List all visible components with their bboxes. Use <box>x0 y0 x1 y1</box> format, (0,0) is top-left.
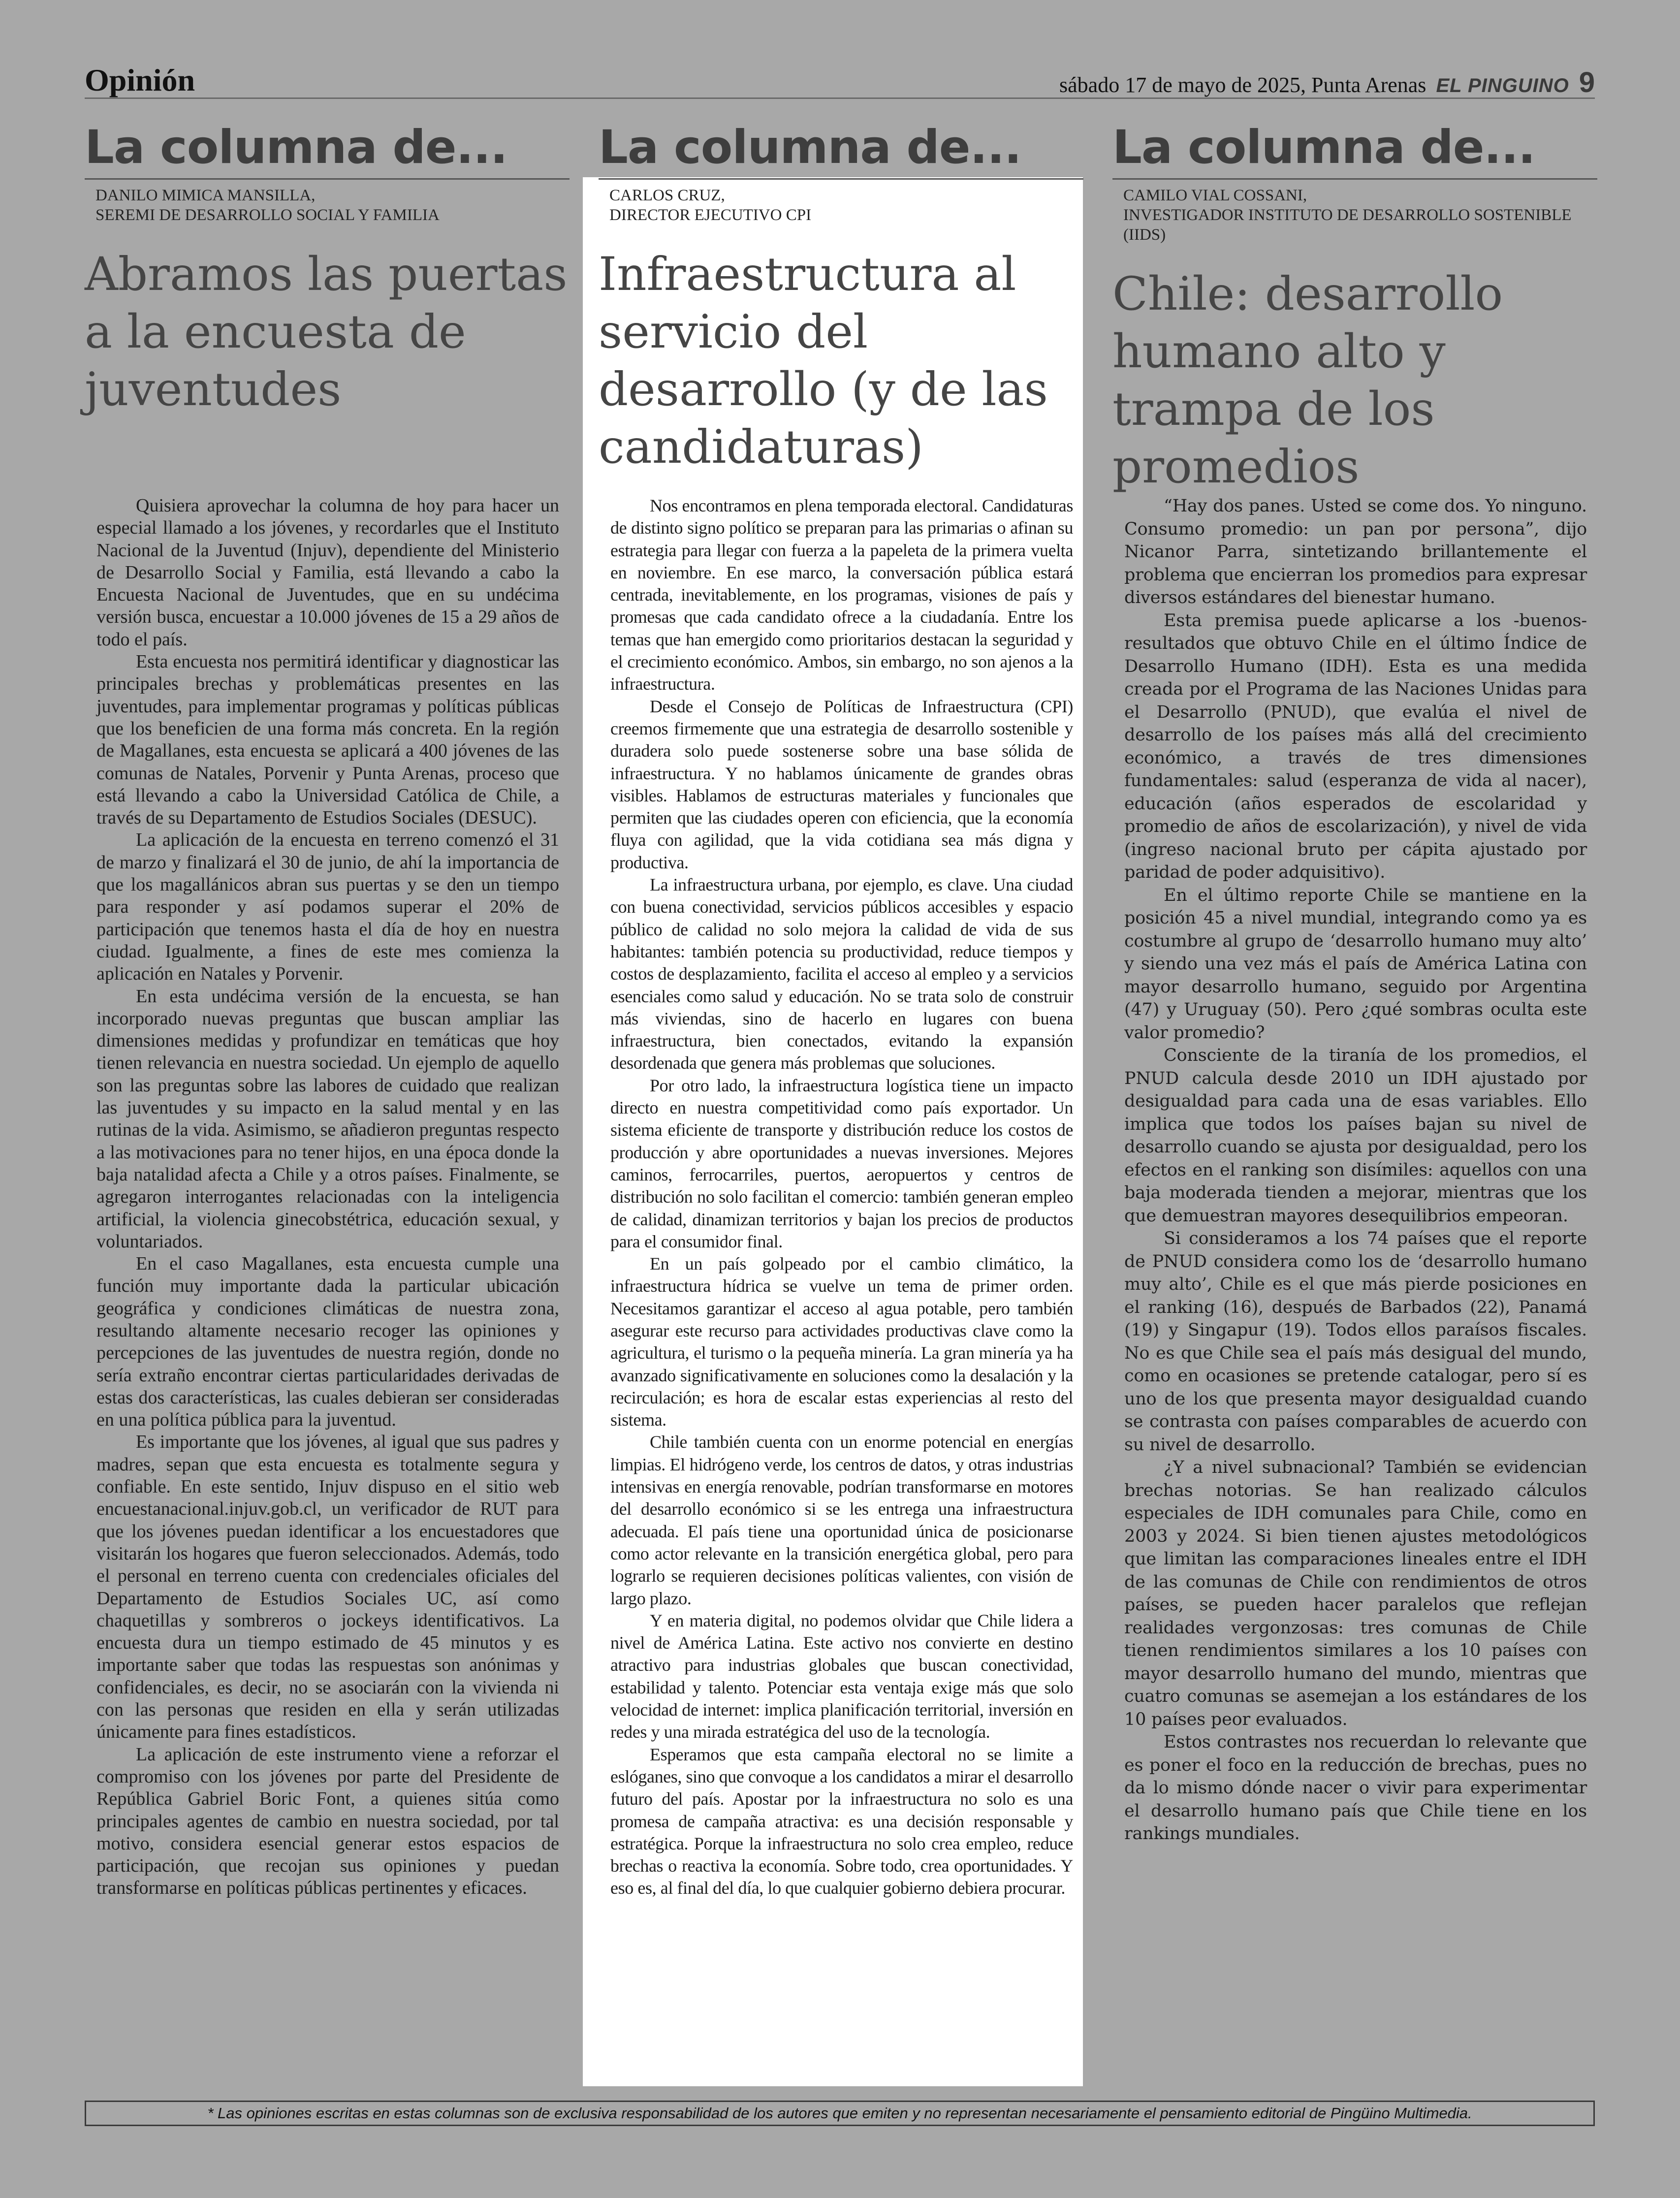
paragraph: Estos contrastes nos recuerdan lo relevante que es poner el foco en la reducción de brechas, pues no da lo mismo dónde nacer o vivir para experimentar el desarrollo humano país que Chile tiene en los rankings mundiales. <box>1124 1732 1587 1844</box>
column-heading: La columna de... <box>85 123 570 180</box>
section-name: Opinión <box>85 63 195 97</box>
article-body <box>96 495 559 1900</box>
paragraph: La aplicación de la encuesta en terreno comenzó el 31 de marzo y finalizará el 30 de junio, de ahí la importancia de que los magallánicos abran sus puertas y se den un tiempo para responder y así podamos superar el 20% de participación que tenemos hasta el día de hoy en nuestra ciudad. Igualmente, a fines de este mes comienza la aplicación en Natales y Porvenir. <box>96 829 559 985</box>
newspaper-logo: EL PINGUINO <box>1436 75 1569 96</box>
header-right <box>1059 66 1595 99</box>
paragraph: ¿Y a nivel subnacional? También se evidencian brechas notorias. Se han realizado cálculos especiales de IDH comunales para Chile, como en 2003 y 2024. Si bien tienen ajustes metodológicos que limitan las comparaciones lineales entre el IDH de las comunas de Chile con rendimientos de otros países, se pueden hacer paralelos que reflejan realidades vergonzosas: tres comunas de Chile tienen rendimientos similares a los 10 países con mayor desarrollo humano del mundo, mientras que cuatro comunas se asemejan a los estándares de los 10 países peor evaluados. <box>1124 1458 1587 1729</box>
author-name: DANILO MIMICA MANSILLA, <box>95 187 316 204</box>
disclaimer-footer: * Las opiniones escritas en estas columnas son de exclusiva responsabilidad de los autores que emiten y no representan necesariamente el pensamiento editorial de Pingüino Multimedia. <box>85 2101 1595 2126</box>
dateline: sábado 17 de mayo de 2025, Punta Arenas <box>1059 73 1426 97</box>
paragraph: Esta premisa puede aplicarse a los -buenos- resultados que obtuvo Chile en el último Índice de Desarrollo Humano (IDH). Esta es una medida creada por el Programa de las Naciones Unidas para el Desarrollo (PNUD), que evalúa el nivel de desarrollo de los países más allá del crecimiento económico, a través de tres dimensiones fundamentales: salud (esperanza de vida al nacer), educación (años esperados de escolaridad y promedio de años de escolarización), y nivel de vida (ingreso nacional bruto per cápita ajustado por paridad de poder adquisitivo). <box>1124 610 1587 882</box>
paragraph: En un país golpeado por el cambio climático, la infraestructura hídrica se vuelve un tema de primer orden. Necesitamos garantizar el acceso al agua potable, pero también asegurar este recurso para actividades productivas clave como la agricultura, el turismo o la pequeña minería. La gran minería ya ha avanzado significativamente en soluciones como la desalación y la recirculación; es hora de escalar estas experiencias al resto del sistema. <box>610 1254 1073 1430</box>
paragraph: Consciente de la tiranía de los promedios, el PNUD calcula desde 2010 un IDH ajustado por desigualdad para cada una de esas variables. Ello implica que todos los países bajan su nivel de desarrollo cuando se ajusta por desigualdad, pero los efectos en el ranking son disímiles: aquellos con una baja moderada tienden a mejorar, mientras que los que demuestran mayores desequilibrios empeoran. <box>1124 1046 1587 1226</box>
byline <box>609 186 1083 225</box>
article-body <box>610 495 1073 1900</box>
column-heading: La columna de... <box>1112 123 1597 180</box>
article-title: Abramos las puertas a la encuesta de juventudes <box>85 248 568 416</box>
author-role: INVESTIGADOR INSTITUTO DE DESARROLLO SOSTENIBLE (IIDS) <box>1123 206 1572 244</box>
article-title: Chile: desarrollo humano alto y trampa de los promedios <box>1112 267 1503 494</box>
paragraph: Esta encuesta nos permitirá identificar y diagnosticar las principales brechas y problemáticas presentes en las juventudes, para implementar programas y políticas públicas que los beneficien de una forma más concreta. En la región de Magallanes, esta encuesta se aplicará a 400 jóvenes de las comunas de Natales, Porvenir y Punta Arenas, proceso que está llevando a cabo la Universidad Católica de Chile, a través de su Departamento de Estudios Sociales (DESUC). <box>96 651 559 828</box>
page-header <box>85 59 1595 99</box>
paragraph: Quisiera aprovechar la columna de hoy para hacer un especial llamado a los jóvenes, y recordarles que el Instituto Nacional de la Juventud (Injuv), dependiente del Ministerio de Desarrollo Social y Familia, está llevando a cabo la Encuesta Nacional de Juventudes, que en su undécima versión busca, encuestar a 10.000 jóvenes de 15 a 29 años de todo el país. <box>96 495 559 650</box>
byline <box>1123 186 1597 245</box>
paragraph: Por otro lado, la infraestructura logística tiene un impacto directo en nuestra competitividad como país exportador. Un sistema eficiente de transporte y distribución reduce los costos de producción y abre oportunidades a nuevas inversiones. Mejores caminos, ferrocarriles, puertos, aeropuertos y centros de distribución no solo facilitan el comercio: también generan empleo de calidad, dinamizan territorios y bajan los precios de productos para el consumidor final. <box>610 1075 1073 1251</box>
author-name: CAMILO VIAL COSSANI, <box>1123 187 1307 204</box>
author-role: DIRECTOR EJECUTIVO CPI <box>609 206 812 224</box>
paragraph: En el caso Magallanes, esta encuesta cumple una función muy importante dada la particular ubicación geográfica y condiciones climáticas de nuestra zona, resultando altamente necesario recoger las opiniones y percepciones de las juventudes de nuestra región, donde no sería extraño encontrar ciertas particularidades derivadas de estas dos características, las cuales debieran ser consideradas en una política pública para la juventud. <box>96 1253 559 1431</box>
paragraph: Chile también cuenta con un enorme potencial en energías limpias. El hidrógeno verde, los centros de datos, y otras industrias intensivas en energía renovable, podrían transformarse en motores del desarrollo económico si se les entrega una infraestructura adecuada. El país tiene una oportunidad única de posicionarse como actor relevante en la transición energética global, pero para lograrlo se requieren decisiones políticas valientes, con visión de largo plazo. <box>610 1432 1073 1608</box>
paragraph: Nos encontramos en plena temporada electoral. Candidaturas de distinto signo político se preparan para las primarias o afinan su estrategia para llegar con fuerza a la papeleta de la primera vuelta en noviembre. En ese marco, la conversación pública estará centrada, inevitablemente, en los programas, visiones de país y promesas que cada candidato ofrece a la ciudadanía. Entre los temas que han emergido como prioritarios destacan la seguridad y el crecimiento económico. Ambos, sin embargo, no son ajenos a la infraestructura. <box>610 496 1073 694</box>
paragraph: Desde el Consejo de Políticas de Infraestructura (CPI) creemos firmemente que una estrategia de desarrollo sostenible y duradera solo puede sostenerse sobre una base sólida de infraestructura. Y no hablamos únicamente de grandes obras visibles. Hablamos de estructuras materiales y funcionales que permiten que las ciudades operen con eficiencia, que la economía fluya con agilidad, que la vida cotidiana sea más digna y productiva. <box>610 696 1073 872</box>
paragraph: Si consideramos a los 74 países que el reporte de PNUD considera como los de ‘desarrollo humano muy alto’, Chile es el que más pierde posiciones en el ranking (16), después de Barbados (22), Panamá (19) y Singapur (19). Todos ellos paraísos fiscales. No es que Chile sea el país más desigual del mundo, como en ocasiones se pretende catalogar, pero sí es uno de los que presenta mayor desigualdad cuando se contrasta con países comparables de acuerdo con su nivel de desarrollo. <box>1124 1229 1587 1455</box>
paragraph: La aplicación de este instrumento viene a reforzar el compromiso con los jóvenes por parte del Presidente de República Gabriel Boric Font, a quienes sitúa como principales agentes de cambio en nuestra sociedad, por tal motivo, considera esencial generar estos espacios de participación, que recojan sus opiniones y puedan transformarse en políticas públicas pertinentes y eficaces. <box>96 1744 559 1899</box>
column-heading: La columna de... <box>599 123 1083 180</box>
paragraph: En el último reporte Chile se mantiene en la posición 45 a nivel mundial, integrando como ya es costumbre al grupo de ‘desarrollo humano muy alto’ y siendo una vez más el país de América Latina con mayor desarrollo humano, seguido por Argentina (47) y Uruguay (50). Pero ¿qué sombras oculta este valor promedio? <box>1124 885 1587 1043</box>
column-3 <box>1112 121 1597 1844</box>
column-1 <box>85 121 570 1899</box>
paragraph: “Hay dos panes. Usted se come dos. Yo ninguno. Consumo promedio: un pan por persona”, dijo Nicanor Parra, sintetizando brillantemente el problema que encierran los promedios para expresar diversos estándares del bienestar humano. <box>1124 496 1587 607</box>
paragraph: Es importante que los jóvenes, al igual que sus padres y madres, sepan que esta encuesta es totalmente segura y confiable. En este sentido, Injuv dispuso en el sitio web encuestanacional.injuv.gob.cl, un verificador de RUT para que los jóvenes puedan identificar a los encuestadores que visitarán los hogares que fueron seleccionados. Además, todo el personal en terreno cuenta con credenciales oficiales del Departamento de Estudios Sociales UC, así como chaquetillas y sombreros o jockeys identificativos. La encuesta dura un tiempo estimado de 45 minutos y es importante saber que todas las respuestas son anónimas y confidenciales, es decir, no se asociarán con la vivienda ni con las personas que residen en ella y serán utilizadas únicamente para fines estadísticos. <box>96 1432 559 1743</box>
paragraph: En esta undécima versión de la encuesta, se han incorporado nuevas preguntas que buscan ampliar las dimensiones medidas y profundizar en temáticas que hoy tienen relevancia en nuestra sociedad. Un ejemplo de aquello son las preguntas sobre las labores de cuidado que realizan las juventudes y su impacto en la salud mental y en las rutinas de la vida. Asimismo, se añadieron preguntas respecto a las motivaciones para no tener hijos, en una época donde la baja natalidad afecta a Chile y a otros países. Finalmente, se agregaron interrogantes relacionadas con la inteligencia artificial, la violencia ginecobstétrica, educación sexual, y voluntariados. <box>96 986 559 1252</box>
byline <box>95 186 570 225</box>
article-title: Infraestructura al servicio del desarrollo (y de las candidaturas) <box>599 248 1048 474</box>
page-number: 9 <box>1579 66 1595 98</box>
column-2 <box>599 121 1083 1898</box>
paragraph: La infraestructura urbana, por ejemplo, es clave. Una ciudad con buena conectividad, servicios públicos accesibles y espacio público de calidad no solo mejora la calidad de vida de sus habitantes: también potencia su productividad, reduce tiempos y costos de desplazamiento, facilita el acceso al empleo y a servicios esenciales como salud y educación. No se trata solo de construir más viviendas, sino de hacerlo en lugares con buena infraestructura, bien conectados, evitando la expansión desordenada que genera más problemas que soluciones. <box>610 875 1073 1073</box>
article-body <box>1124 495 1587 1846</box>
author-role: SEREMI DE DESARROLLO SOCIAL Y FAMILIA <box>95 206 440 224</box>
paragraph: Y en materia digital, no podemos olvidar que Chile lidera a nivel de América Latina. Este activo nos convierte en destino atractivo para industrias globales que buscan conectividad, estabilidad y talento. Potenciar esta ventaja exige más que solo velocidad de internet: implica planificación territorial, inversión en redes y una mirada estratégica del uso de la tecnología. <box>610 1610 1073 1742</box>
author-name: CARLOS CRUZ, <box>609 187 725 204</box>
paragraph: Esperamos que esta campaña electoral no se limite a eslóganes, sino que convoque a los candidatos a mirar el desarrollo futuro del país. Apostar por la infraestructura no solo es una promesa de campaña atractiva: es una decisión responsable y estratégica. Porque la infraestructura no solo crea empleo, reduce brechas o reactiva la economía. Sobre todo, crea oportunidades. Y eso es, al final del día, lo que cualquier gobierno debiera procurar. <box>610 1744 1073 1898</box>
